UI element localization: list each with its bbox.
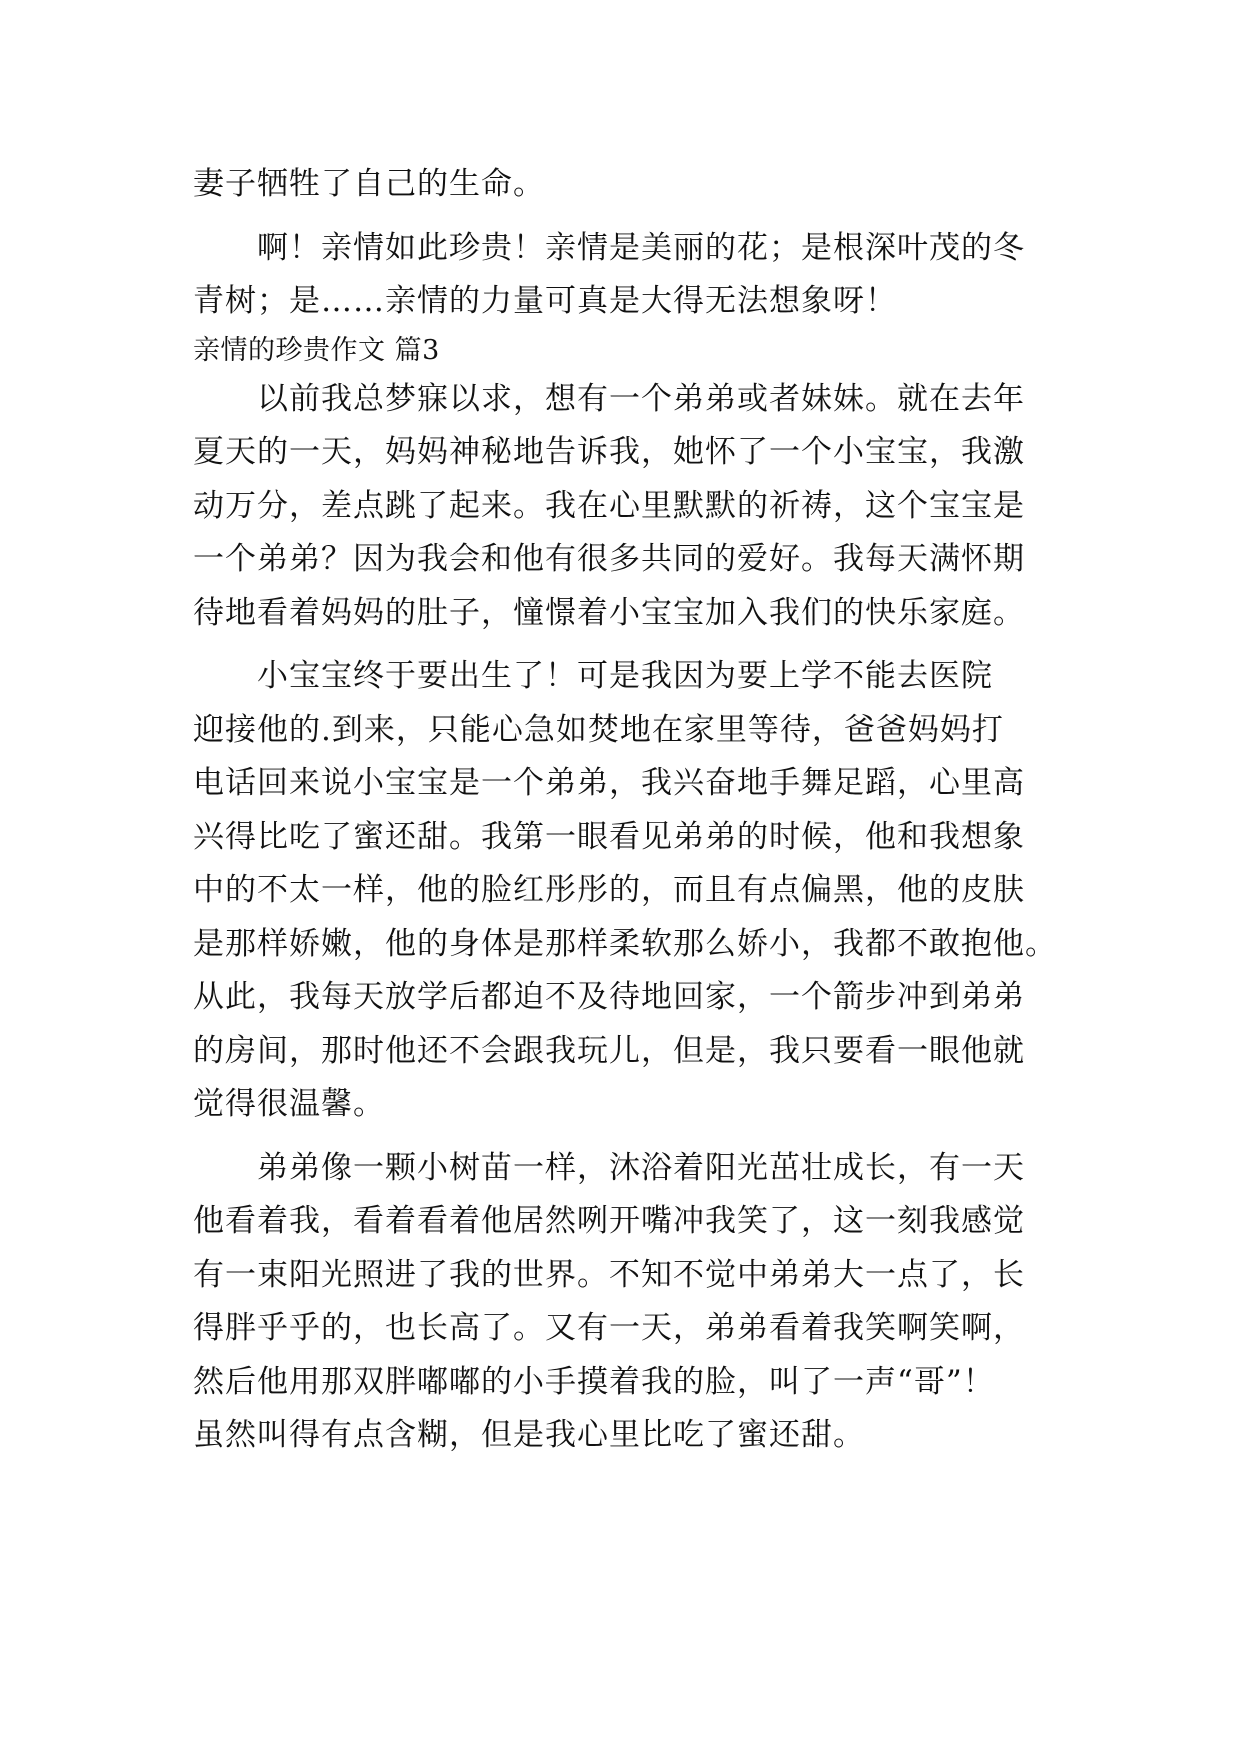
paragraph-line: 以前我总梦寐以求，想有一个弟弟或者妹妹。就在去年 xyxy=(257,380,1025,417)
paragraph-line: 有一束阳光照进了我的世界。不知不觉中弟弟大一点了，长 xyxy=(193,1256,1025,1293)
paragraph-line: 是那样娇嫩，他的身体是那样柔软那么娇小，我都不敢抱他。 xyxy=(193,925,1057,962)
paragraph-line: 妻子牺牲了自己的生命。 xyxy=(193,166,545,202)
section-heading: 亲情的珍贵作文 篇3 xyxy=(193,334,440,366)
paragraph-line: 动万分，差点跳了起来。我在心里默默的祈祷，这个宝宝是 xyxy=(193,487,1025,524)
paragraph-line: 迎接他的.到来，只能心急如焚地在家里等待，爸爸妈妈打 xyxy=(193,711,1004,748)
paragraph-line: 从此，我每天放学后都迫不及待地回家，一个箭步冲到弟弟 xyxy=(193,979,1025,1015)
paragraph-line: 啊！亲情如此珍贵！亲情是美丽的花；是根深叶茂的冬 xyxy=(257,229,1025,266)
paragraph-line: 小宝宝终于要出生了！可是我因为要上学不能去医院 xyxy=(257,658,993,694)
paragraph-line: 电话回来说小宝宝是一个弟弟，我兴奋地手舞足蹈，心里高 xyxy=(193,765,1025,801)
paragraph-line: 他看着我，看着看着他居然咧开嘴冲我笑了，这一刻我感觉 xyxy=(193,1203,1025,1239)
paragraph-line: 夏天的一天，妈妈神秘地告诉我，她怀了一个小宝宝，我激 xyxy=(193,434,1025,470)
paragraph-line: 兴得比吃了蜜还甜。我第一眼看见弟弟的时候，他和我想象 xyxy=(193,818,1025,855)
paragraph-line: 中的不太一样，他的脸红彤彤的，而且有点偏黑，他的皮肤 xyxy=(193,872,1025,908)
paragraph-line: 待地看着妈妈的肚子，憧憬着小宝宝加入我们的快乐家庭。 xyxy=(193,594,1025,631)
document-body xyxy=(193,158,1057,1463)
paragraph-line: 青树；是……亲情的力量可真是大得无法想象呀！ xyxy=(193,283,897,319)
paragraph-line: 一个弟弟？因为我会和他有很多共同的爱好。我每天满怀期 xyxy=(193,541,1025,577)
paragraph-line: 弟弟像一颗小树苗一样，沐浴着阳光茁壮成长，有一天 xyxy=(257,1149,1025,1186)
paragraph-line: 虽然叫得有点含糊，但是我心里比吃了蜜还甜。 xyxy=(193,1417,865,1453)
paragraph-line: 得胖乎乎的，也长高了。又有一天，弟弟看着我笑啊笑啊， xyxy=(193,1310,1025,1346)
paragraph-line: 觉得很温馨。 xyxy=(193,1086,385,1122)
paragraph-line: 然后他用那双胖嘟嘟的小手摸着我的脸，叫了一声“哥”！ xyxy=(193,1363,995,1400)
paragraph-line: 的房间，那时他还不会跟我玩儿，但是，我只要看一眼他就 xyxy=(193,1032,1025,1069)
